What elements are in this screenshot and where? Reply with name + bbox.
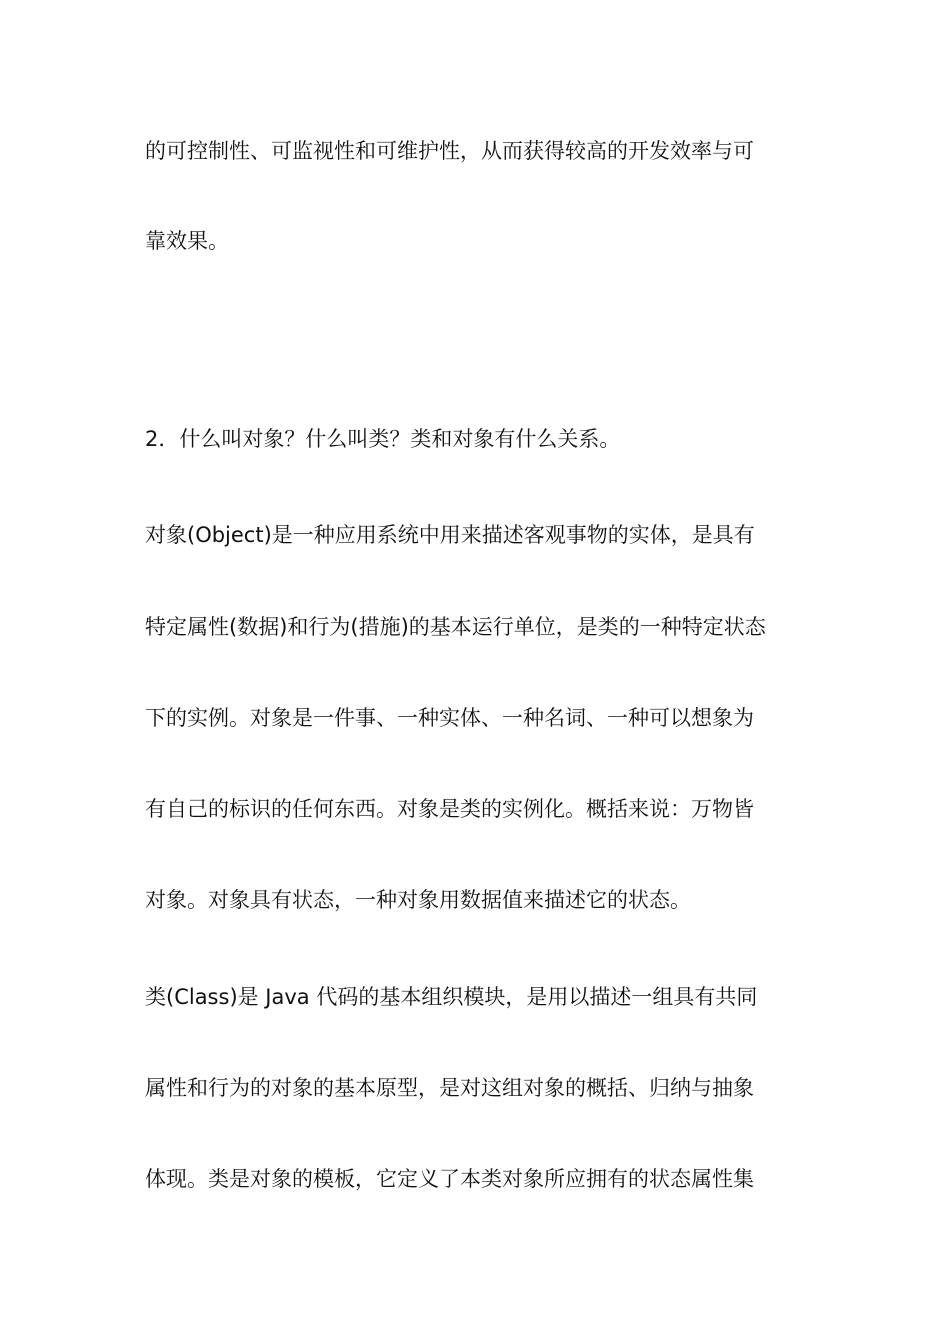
question-heading: 2．什么叫对象？什么叫类？类和对象有什么关系。	[145, 427, 621, 451]
paragraph-line: 类(Class)是 Java 代码的基本组织模块，是用以描述一组具有共同	[145, 985, 758, 1009]
paragraph-line: 特定属性(数据)和行为(措施)的基本运行单位，是类的一种特定状态	[145, 615, 766, 639]
paragraph-line: 的可控制性、可监视性和可维护性，从而获得较高的开发效率与可	[145, 139, 754, 163]
paragraph-line: 对象。对象具有状态，一种对象用数据值来描述它的状态。	[145, 888, 691, 912]
paragraph-line: 有自己的标识的任何东西。对象是类的实例化。概括来说：万物皆	[145, 797, 754, 821]
paragraph-line: 对象(Object)是一种应用系统中用来描述客观事物的实体，是具有	[145, 523, 755, 547]
paragraph-line: 靠效果。	[145, 229, 229, 253]
paragraph-line: 体现。类是对象的模板，它定义了本类对象所应拥有的状态属性集	[145, 1167, 754, 1191]
paragraph-line: 下的实例。对象是一件事、一种实体、一种名词、一种可以想象为	[145, 706, 754, 730]
paragraph-line: 属性和行为的对象的基本原型，是对这组对象的概括、归纳与抽象	[145, 1076, 754, 1100]
